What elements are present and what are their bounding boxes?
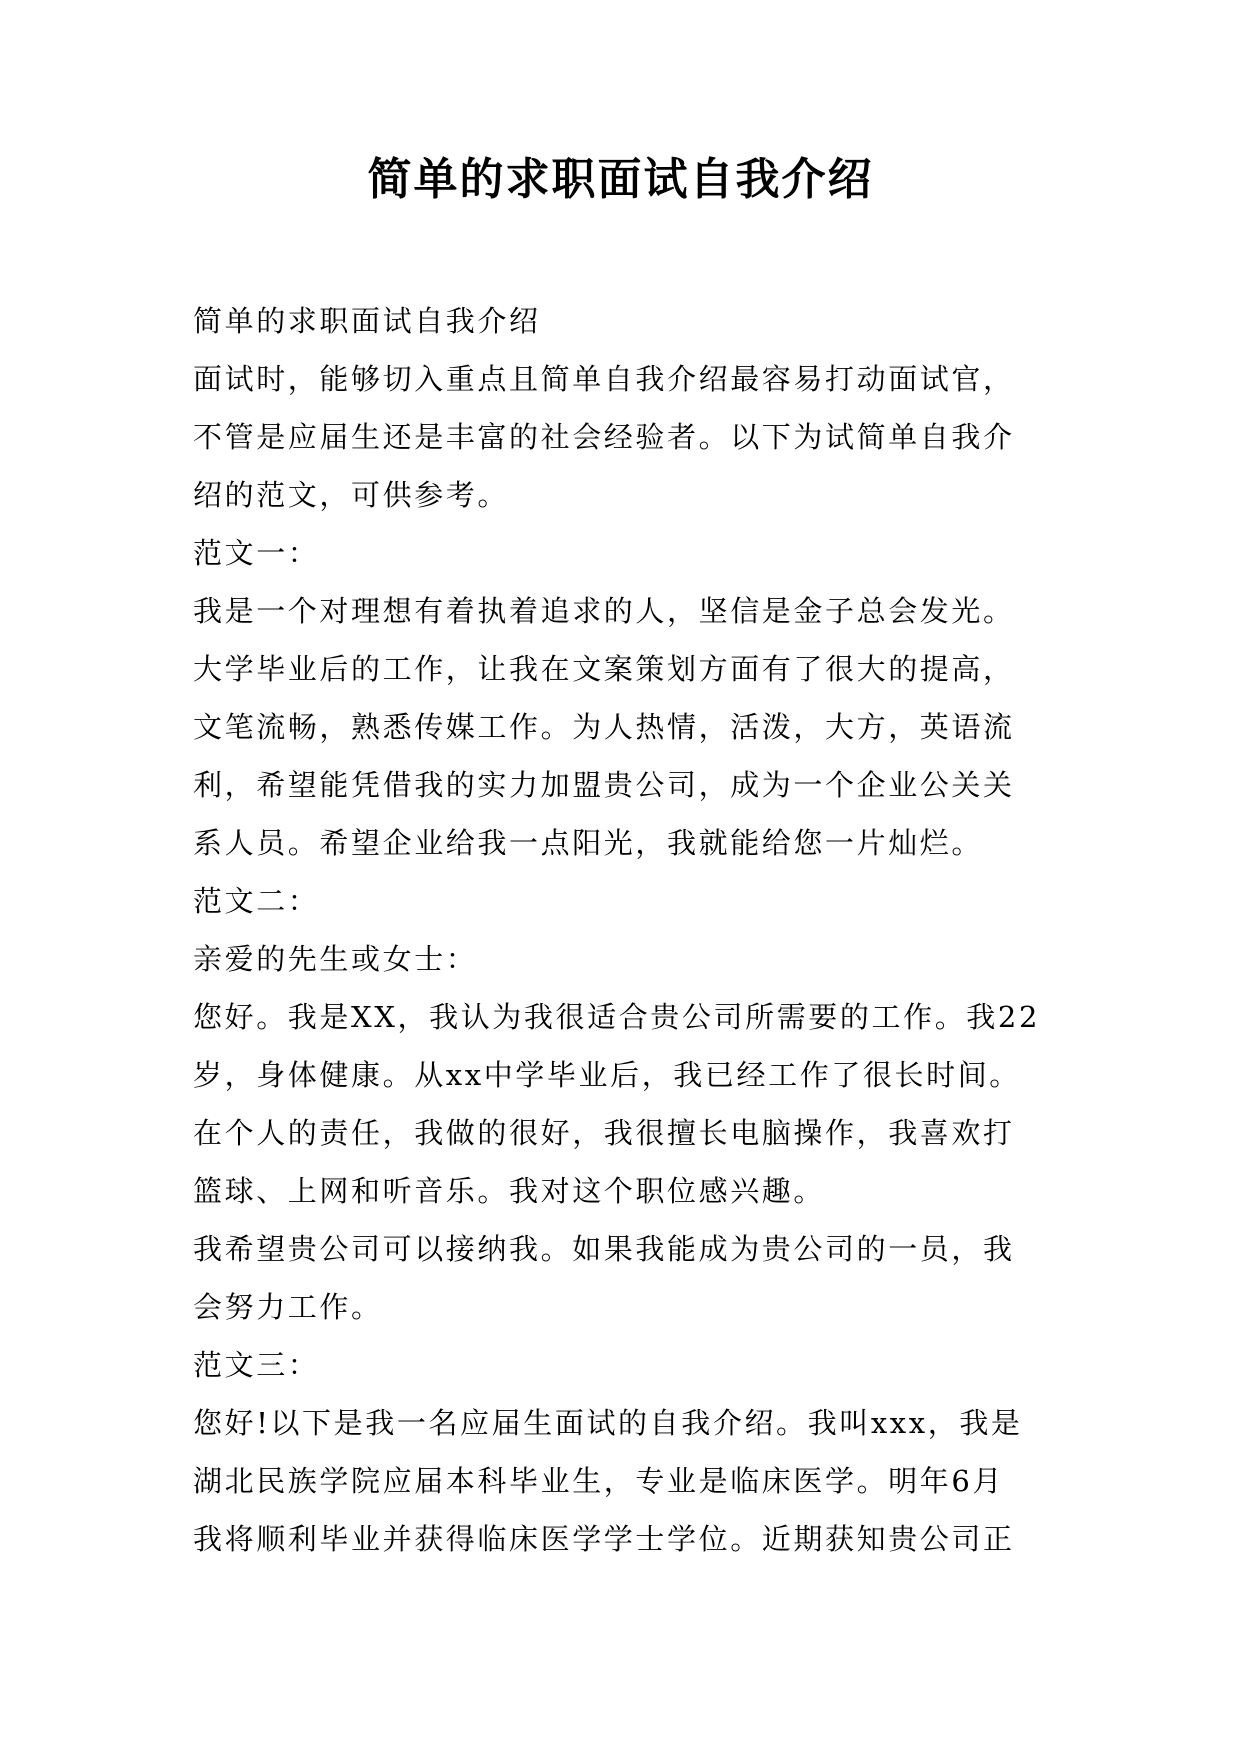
text-line: 文笔流畅，熟悉传媒工作。为人热情，活泼，大方，英语流 — [193, 710, 1015, 744]
section-heading-2: 范文二： — [193, 884, 320, 918]
section-heading-3: 范文三： — [193, 1348, 320, 1382]
text-line: 利，希望能凭借我的实力加盟贵公司，成为一个企业公关关 — [193, 768, 1015, 802]
text-line: 岁，身体健康。从xx中学毕业后，我已经工作了很长时间。 — [193, 1058, 1021, 1092]
document-title: 简单的求职面试自我介绍 — [367, 154, 874, 205]
text-line: 我将顺利毕业并获得临床医学学士学位。近期获知贵公司正 — [193, 1522, 1015, 1556]
text-line: 会努力工作。 — [193, 1290, 383, 1324]
text-line: 湖北民族学院应届本科毕业生，专业是临床医学。明年6月 — [193, 1464, 1005, 1498]
text-line: 我希望贵公司可以接纳我。如果我能成为贵公司的一员，我 — [193, 1232, 1015, 1266]
text-line: 系人员。希望企业给我一点阳光，我就能给您一片灿烂。 — [193, 826, 984, 860]
text-line: 篮球、上网和听音乐。我对这个职位感兴趣。 — [193, 1174, 826, 1208]
text-line: 亲爱的先生或女士： — [193, 942, 478, 976]
text-line: 绍的范文，可供参考。 — [193, 478, 510, 512]
text-line: 大学毕业后的工作，让我在文案策划方面有了很大的提高， — [193, 652, 1015, 686]
text-line: 不管是应届生还是丰富的社会经验者。以下为试简单自我介 — [193, 420, 1015, 454]
text-line: 简单的求职面试自我介绍 — [193, 304, 541, 338]
text-line: 我是一个对理想有着执着追求的人，坚信是金子总会发光。 — [193, 594, 1015, 628]
text-line: 在个人的责任，我做的很好，我很擅长电脑操作，我喜欢打 — [193, 1116, 1015, 1150]
text-line: 您好。我是XX，我认为我很适合贵公司所需要的工作。我22 — [193, 1000, 1040, 1034]
text-line: 您好!以下是我一名应届生面试的自我介绍。我叫xxx，我是 — [193, 1406, 1023, 1440]
section-heading-1: 范文一： — [193, 536, 320, 570]
document-body — [193, 292, 1058, 1568]
text-line: 面试时，能够切入重点且简单自我介绍最容易打动面试官， — [193, 362, 1015, 396]
